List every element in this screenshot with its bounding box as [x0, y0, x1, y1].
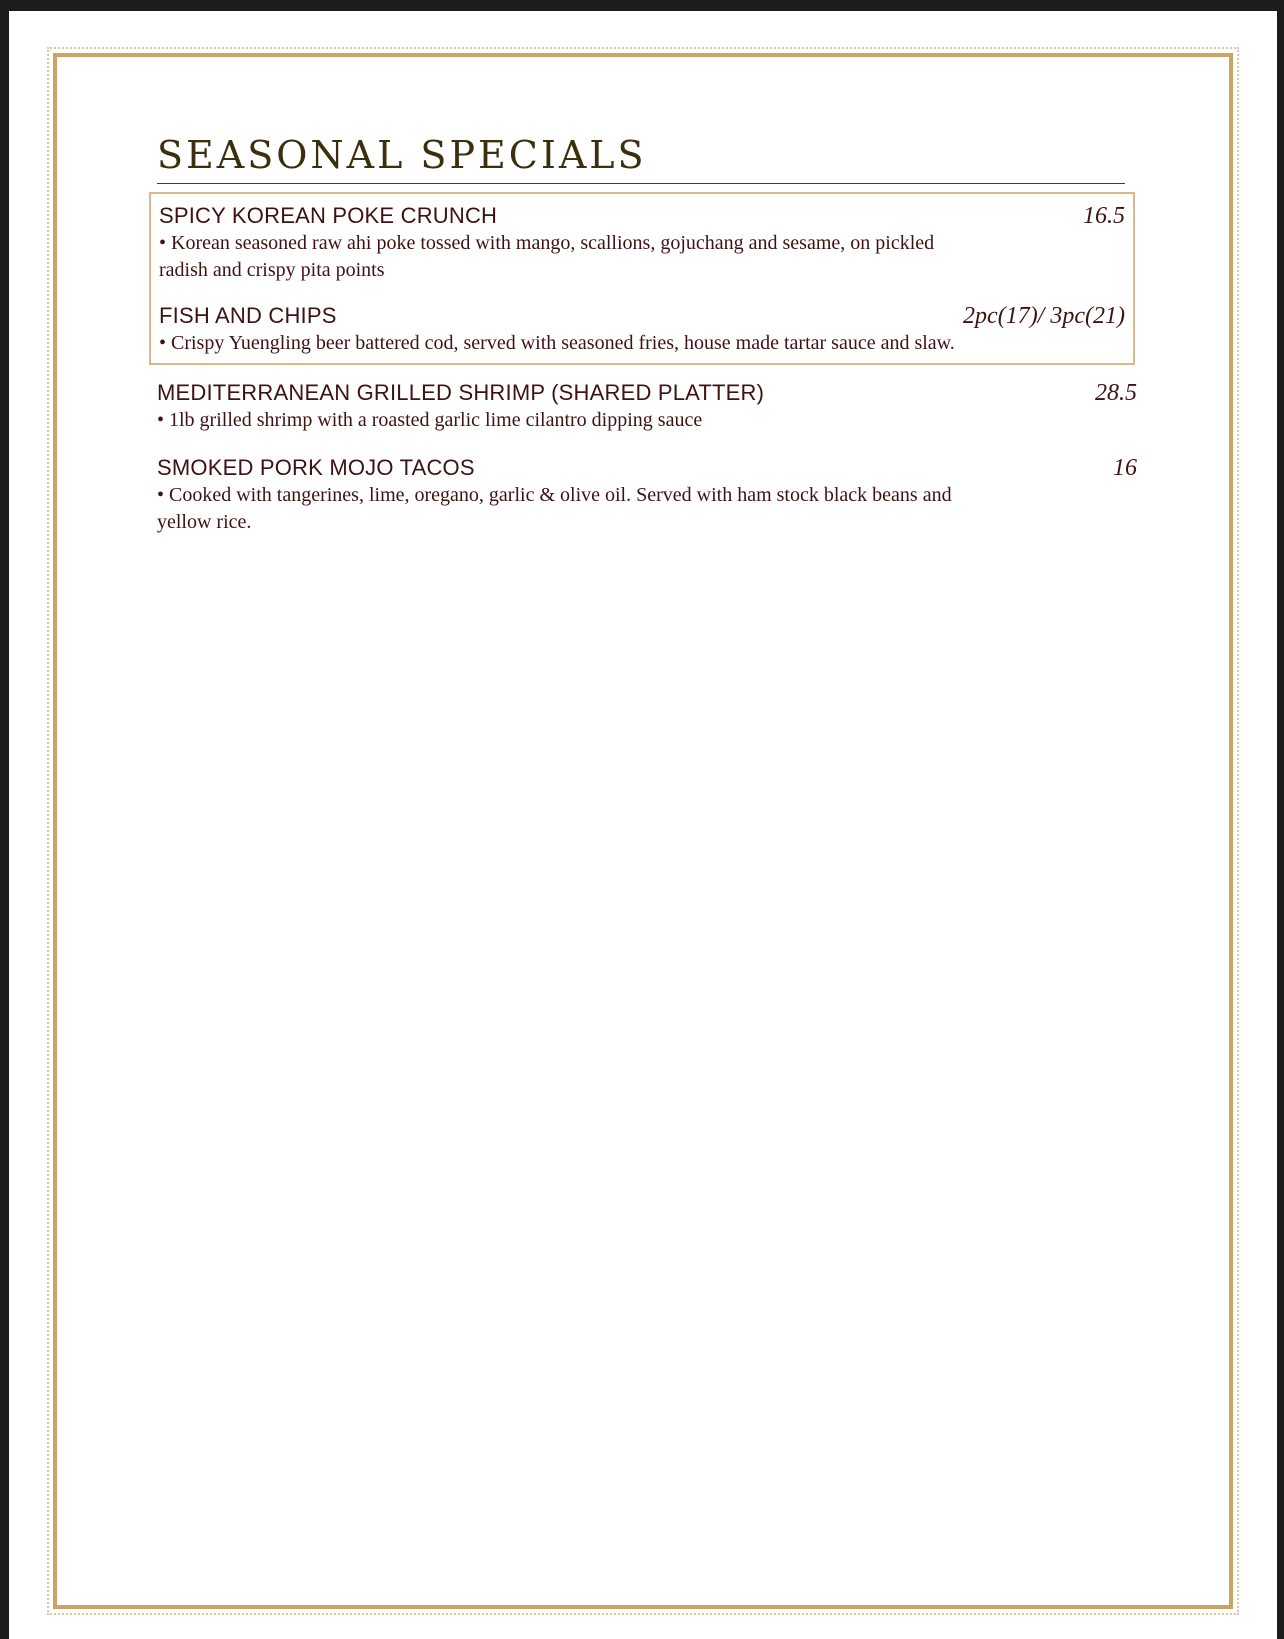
menu-item-tacos [157, 454, 1137, 536]
menu-items-list [157, 379, 1137, 536]
item-name: FISH AND CHIPS [159, 303, 337, 328]
item-price: 2pc(17)/ 3pc(21) [963, 303, 1125, 329]
item-name: MEDITERRANEAN GRILLED SHRIMP (SHARED PLATTER) [157, 380, 765, 405]
item-price: 16 [1113, 455, 1137, 481]
menu-item-shrimp [157, 379, 1137, 434]
section-title: SEASONAL SPECIALS [157, 133, 647, 177]
item-description: • Korean seasoned raw ahi poke tossed with mango, scallions, gojuchang and sesame, on pickled radish and crispy pita points [159, 232, 935, 281]
item-name: SPICY KOREAN POKE CRUNCH [159, 203, 498, 228]
item-description: • Crispy Yuengling beer battered cod, served with seasoned fries, house made tartar sauce and slaw. [159, 332, 955, 354]
item-description: • 1lb grilled shrimp with a roasted garlic lime cilantro dipping sauce [157, 409, 703, 431]
title-divider [157, 183, 1125, 184]
menu-item-poke [159, 202, 1125, 284]
featured-items-box [149, 192, 1135, 365]
item-price: 16.5 [1083, 203, 1125, 229]
menu-page [9, 11, 1277, 1639]
menu-item-fish-and-chips [159, 302, 1125, 357]
menu-content [157, 129, 1137, 556]
item-price: 28.5 [1095, 380, 1137, 406]
item-name: SMOKED PORK MOJO TACOS [157, 455, 475, 480]
item-description: • Cooked with tangerines, lime, oregano, garlic & olive oil. Served with ham stock black beans and yellow rice. [157, 484, 952, 533]
